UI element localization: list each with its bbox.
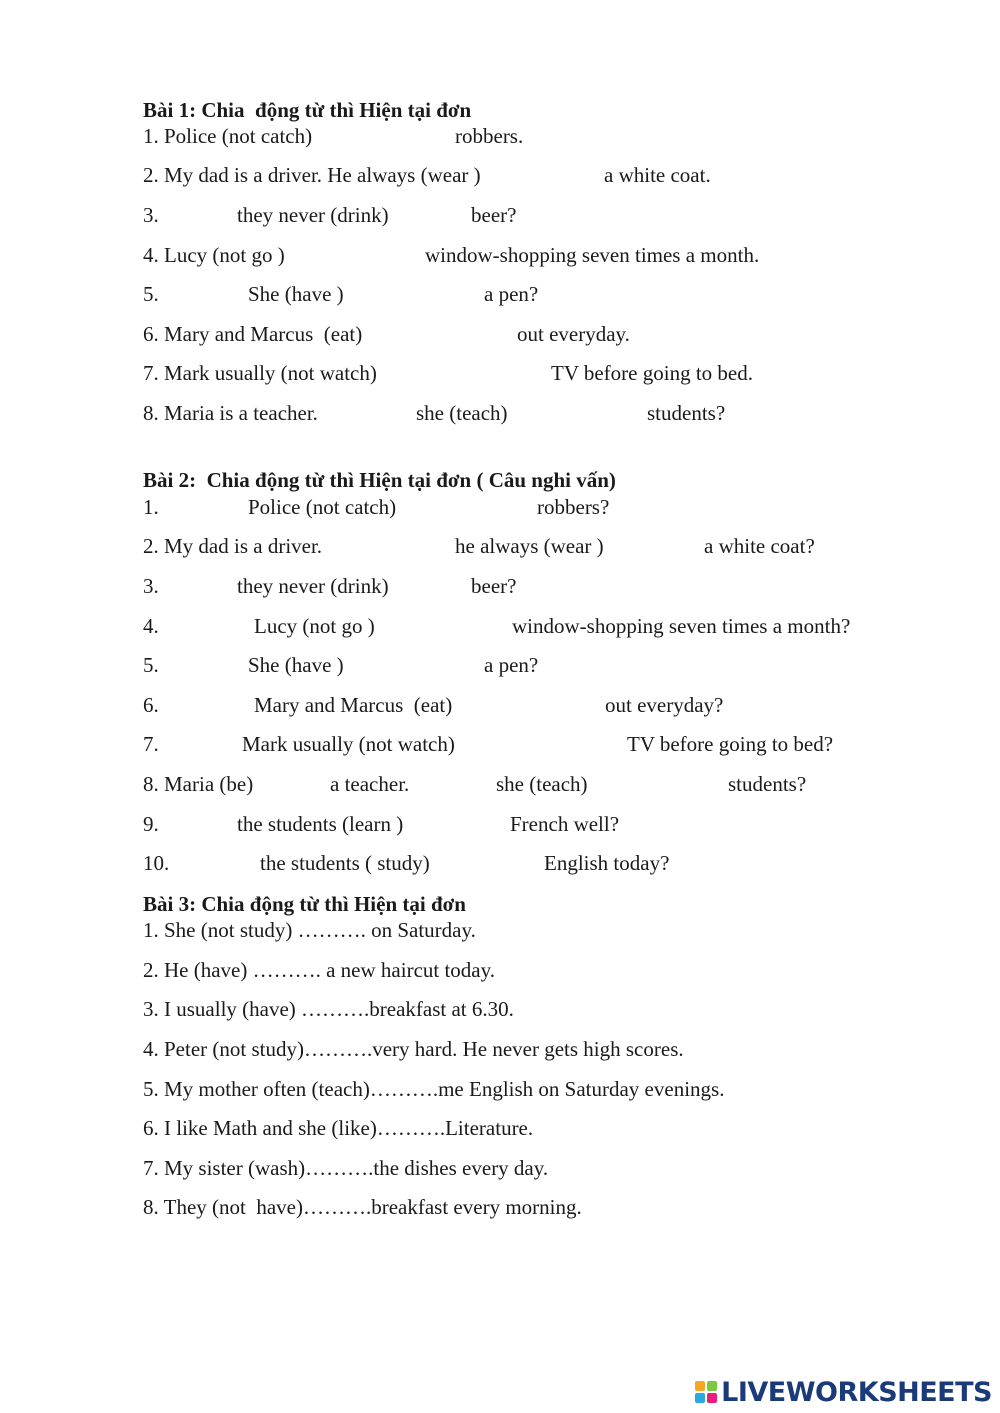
ex2-line-7-part-1: 7. bbox=[143, 732, 159, 756]
ex2-line-1-part-1: 1. bbox=[143, 495, 159, 519]
ex3-line-4: 4. Peter (not study)……….very hard. He never gets high scores. bbox=[143, 1037, 684, 1061]
liveworksheets-logo-text: LIVEWORKSHEETS bbox=[721, 1376, 992, 1408]
ex1-line-2-part-2: a white coat. bbox=[604, 163, 711, 187]
ex2-line-6-part-2: Mary and Marcus (eat) bbox=[254, 693, 453, 717]
ex1-line-6-part-1: 6. Mary and Marcus (eat) bbox=[143, 322, 363, 346]
ex1-line-3-part-1: 3. bbox=[143, 203, 159, 227]
ex1-line-7-part-2: TV before going to bed. bbox=[551, 361, 753, 385]
ex2-line-2-part-1: 2. My dad is a driver. bbox=[143, 534, 323, 558]
ex2-line-5-part-1: 5. bbox=[143, 653, 159, 677]
logo-square-3 bbox=[695, 1393, 705, 1403]
ex2-line-7-part-3: TV before going to bed? bbox=[627, 732, 834, 756]
ex3-line-8: 8. They (not have)……….breakfast every morning. bbox=[143, 1195, 582, 1219]
ex2-line-8-part-4: students? bbox=[728, 772, 807, 796]
ex3-line-3: 3. I usually (have) ……….breakfast at 6.30. bbox=[143, 997, 514, 1021]
ex2-line-9-part-2: the students (learn ) bbox=[237, 812, 404, 836]
ex1-line-4-part-1: 4. Lucy (not go ) bbox=[143, 243, 285, 267]
ex2-line-1-part-2: Police (not catch) bbox=[248, 495, 397, 519]
ex2-line-5-part-2: She (have ) bbox=[248, 653, 344, 677]
ex2-line-4-part-1: 4. bbox=[143, 614, 159, 638]
ex2-line-5-part-3: a pen? bbox=[484, 653, 539, 677]
ex3-line-7: 7. My sister (wash)……….the dishes every day. bbox=[143, 1156, 549, 1180]
ex1-line-6-part-2: out everyday. bbox=[517, 322, 630, 346]
exercise-3-title: Bài 3: Chia động từ thì Hiện tại đơn bbox=[143, 892, 466, 916]
ex2-line-6-part-1: 6. bbox=[143, 693, 159, 717]
ex2-line-1-part-3: robbers? bbox=[537, 495, 610, 519]
logo-square-1 bbox=[695, 1381, 705, 1391]
exercise-1-title: Bài 1: Chia động từ thì Hiện tại đơn bbox=[143, 98, 472, 122]
ex2-line-2-part-2: he always (wear ) bbox=[455, 534, 604, 558]
ex1-line-4-part-2: window-shopping seven times a month. bbox=[425, 243, 760, 267]
logo-square-4 bbox=[707, 1393, 717, 1403]
ex1-line-8-part-3: students? bbox=[647, 401, 726, 425]
ex2-line-6-part-3: out everyday? bbox=[605, 693, 724, 717]
ex3-line-2: 2. He (have) ………. a new haircut today. bbox=[143, 958, 496, 982]
ex3-line-1: 1. She (not study) ………. on Saturday. bbox=[143, 918, 476, 942]
ex2-line-4-part-3: window-shopping seven times a month? bbox=[512, 614, 851, 638]
ex2-line-8-part-2: a teacher. bbox=[330, 772, 410, 796]
ex2-line-8-part-1: 8. Maria (be) bbox=[143, 772, 254, 796]
ex1-line-5-part-1: 5. bbox=[143, 282, 159, 306]
ex2-line-3-part-1: 3. bbox=[143, 574, 159, 598]
ex3-line-5: 5. My mother often (teach)……….me English on Saturday evenings. bbox=[143, 1077, 725, 1101]
ex2-line-9-part-3: French well? bbox=[510, 812, 620, 836]
ex1-line-1-part-1: 1. Police (not catch) bbox=[143, 124, 313, 148]
ex2-line-8-part-3: she (teach) bbox=[496, 772, 588, 796]
ex2-line-2-part-3: a white coat? bbox=[704, 534, 815, 558]
ex1-line-3-part-2: they never (drink) bbox=[237, 203, 389, 227]
ex1-line-1-part-2: robbers. bbox=[455, 124, 524, 148]
liveworksheets-logo-icon bbox=[695, 1381, 717, 1403]
ex1-line-2-part-1: 2. My dad is a driver. He always (wear ) bbox=[143, 163, 481, 187]
ex1-line-5-part-2: She (have ) bbox=[248, 282, 344, 306]
ex1-line-8-part-1: 8. Maria is a teacher. bbox=[143, 401, 318, 425]
exercise-2-title: Bài 2: Chia động từ thì Hiện tại đơn ( Câu nghi vấn) bbox=[143, 468, 616, 492]
liveworksheets-logo[interactable] bbox=[695, 1377, 992, 1407]
ex1-line-3-part-3: beer? bbox=[471, 203, 517, 227]
ex2-line-4-part-2: Lucy (not go ) bbox=[254, 614, 375, 638]
ex2-line-3-part-2: they never (drink) bbox=[237, 574, 389, 598]
ex1-line-7-part-1: 7. Mark usually (not watch) bbox=[143, 361, 377, 385]
ex2-line-9-part-1: 9. bbox=[143, 812, 159, 836]
ex3-line-6: 6. I like Math and she (like)……….Literature. bbox=[143, 1116, 534, 1140]
ex2-line-3-part-3: beer? bbox=[471, 574, 517, 598]
ex2-line-10-part-1: 10. bbox=[143, 851, 170, 875]
ex2-line-10-part-2: the students ( study) bbox=[260, 851, 430, 875]
logo-square-2 bbox=[707, 1381, 717, 1391]
ex2-line-10-part-3: English today? bbox=[544, 851, 670, 875]
ex2-line-7-part-2: Mark usually (not watch) bbox=[242, 732, 455, 756]
ex1-line-8-part-2: she (teach) bbox=[416, 401, 508, 425]
ex1-line-5-part-3: a pen? bbox=[484, 282, 539, 306]
